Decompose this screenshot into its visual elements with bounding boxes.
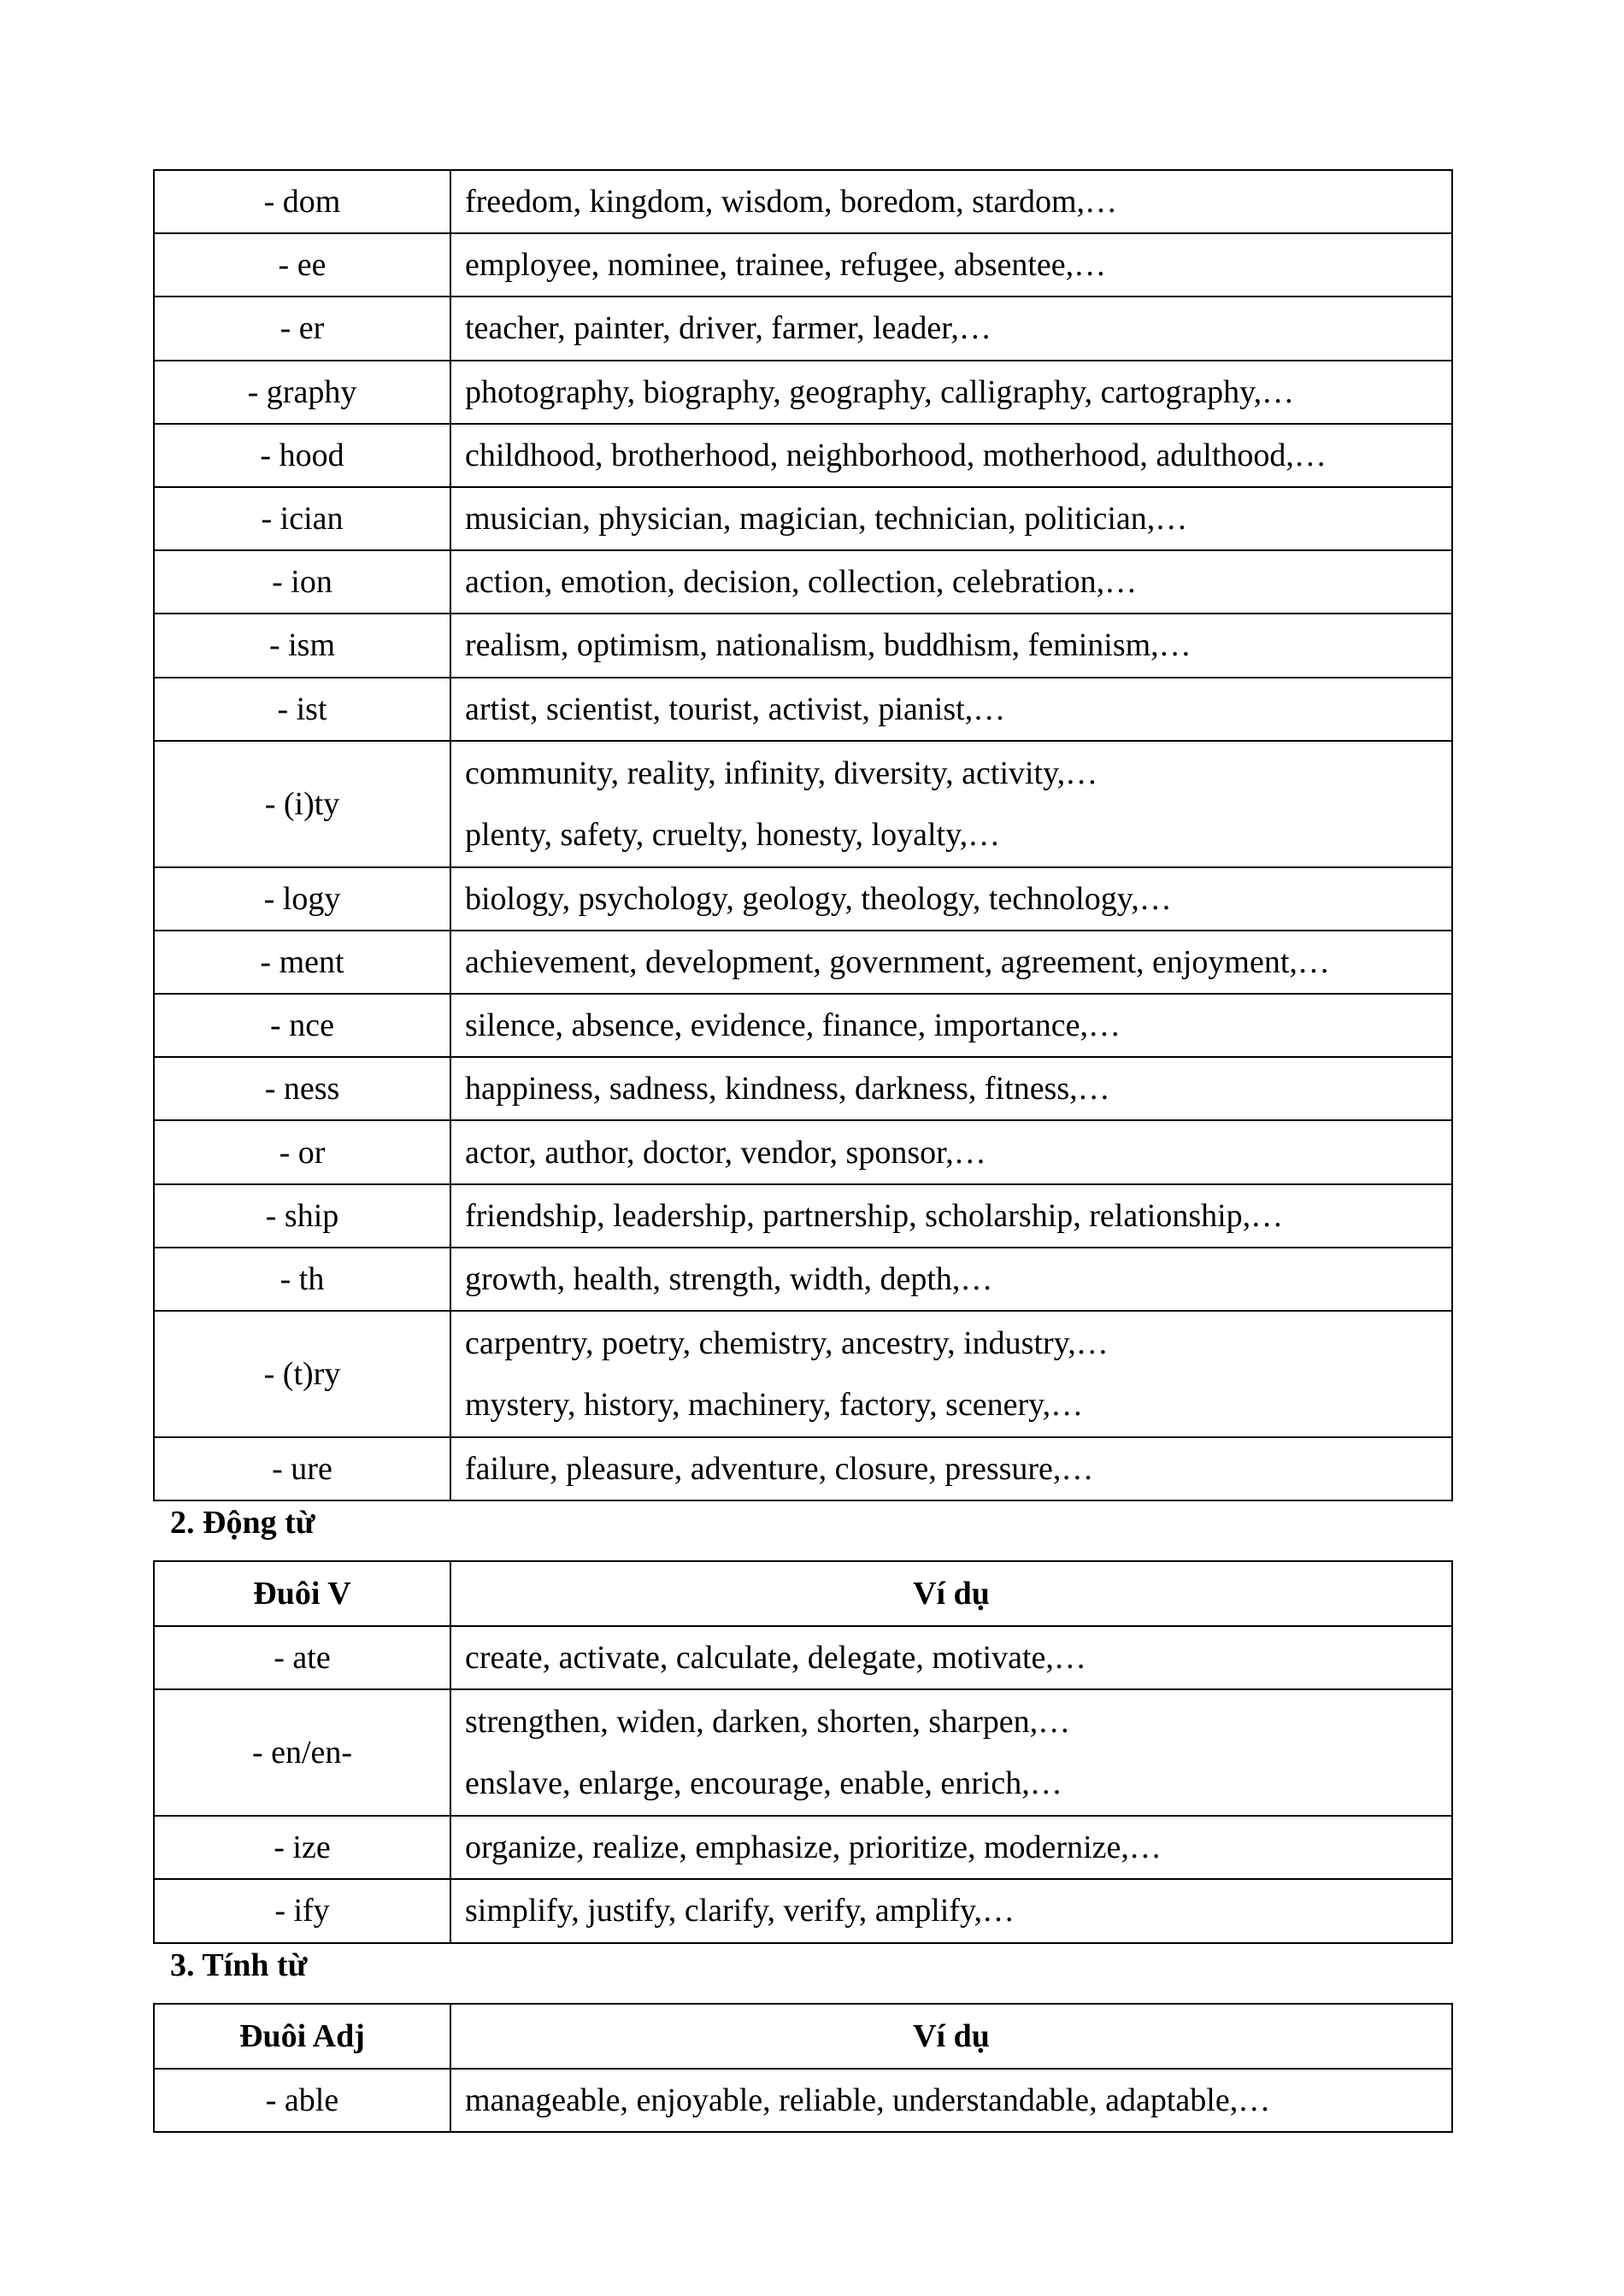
example-line: biology, psychology, geology, theology, technology,… bbox=[465, 880, 1172, 917]
table-row bbox=[154, 361, 1452, 424]
example-line: musician, physician, magician, technician, politician,… bbox=[465, 501, 1188, 537]
verb-table-header-examples: Ví dụ bbox=[450, 1561, 1452, 1626]
examples-cell bbox=[450, 678, 1452, 741]
examples-cell bbox=[450, 1879, 1452, 1942]
adjective-table-header-suffix: Đuôi Adj bbox=[154, 2004, 450, 2069]
suffix-cell: - able bbox=[154, 2069, 450, 2132]
examples-cell bbox=[450, 1248, 1452, 1311]
example-line: failure, pleasure, adventure, closure, pressure,… bbox=[465, 1451, 1094, 1488]
suffix-cell: - or bbox=[154, 1120, 450, 1183]
verb-table-header-suffix: Đuôi V bbox=[154, 1561, 450, 1626]
adjective-table-header-examples: Ví dụ bbox=[450, 2004, 1452, 2069]
suffix-cell: - ist bbox=[154, 678, 450, 741]
examples-cell bbox=[450, 170, 1452, 233]
suffix-cell: - ure bbox=[154, 1437, 450, 1500]
examples-cell bbox=[450, 614, 1452, 677]
suffix-cell: - ify bbox=[154, 1879, 450, 1942]
suffix-cell: - ion bbox=[154, 550, 450, 614]
table-row bbox=[154, 1311, 1452, 1437]
table-row bbox=[154, 1816, 1452, 1879]
examples-cell bbox=[450, 487, 1452, 550]
suffix-cell: - graphy bbox=[154, 361, 450, 424]
suffix-cell: - er bbox=[154, 297, 450, 360]
verb-section-heading: 2. Động từ bbox=[170, 1505, 315, 1541]
verb-suffix-table-body bbox=[154, 1626, 1452, 1943]
examples-cell bbox=[450, 931, 1452, 994]
table-row bbox=[154, 994, 1452, 1057]
suffix-cell: - ician bbox=[154, 487, 450, 550]
examples-cell bbox=[450, 1057, 1452, 1120]
suffix-cell: - ship bbox=[154, 1184, 450, 1248]
example-line: growth, health, strength, width, depth,… bbox=[465, 1260, 993, 1297]
examples-cell bbox=[450, 2069, 1452, 2132]
example-line: teacher, painter, driver, farmer, leader,… bbox=[465, 310, 991, 347]
suffix-cell: - ate bbox=[154, 1626, 450, 1689]
examples-cell bbox=[450, 1816, 1452, 1879]
suffix-cell: - ize bbox=[154, 1816, 450, 1879]
example-line: action, emotion, decision, collection, celebration,… bbox=[465, 564, 1138, 601]
adjective-suffix-table-body bbox=[154, 2069, 1452, 2132]
adjective-section-heading: 3. Tính từ bbox=[170, 1947, 308, 1983]
examples-cell bbox=[450, 867, 1452, 931]
table-row bbox=[154, 1626, 1452, 1689]
table-row bbox=[154, 550, 1452, 614]
example-line: strengthen, widen, darken, shorten, sharpen,… bbox=[465, 1704, 1071, 1741]
examples-cell bbox=[450, 361, 1452, 424]
example-line: simplify, justify, clarify, verify, amplify,… bbox=[465, 1893, 1015, 1929]
example-line: manageable, enjoyable, reliable, understandable, adaptable,… bbox=[465, 2082, 1271, 2119]
table-row bbox=[154, 2069, 1452, 2132]
examples-cell bbox=[450, 1626, 1452, 1689]
example-line: freedom, kingdom, wisdom, boredom, stardom,… bbox=[465, 184, 1118, 220]
table-row bbox=[154, 1689, 1452, 1816]
table-row bbox=[154, 678, 1452, 741]
examples-cell bbox=[450, 1689, 1452, 1816]
example-line: actor, author, doctor, vendor, sponsor,… bbox=[465, 1134, 986, 1171]
table-row bbox=[154, 1184, 1452, 1248]
table-row bbox=[154, 170, 1452, 233]
table-row bbox=[154, 1120, 1452, 1183]
suffix-cell: - logy bbox=[154, 867, 450, 931]
example-line: happiness, sadness, kindness, darkness, fitness,… bbox=[465, 1071, 1110, 1107]
table-row bbox=[154, 1879, 1452, 1942]
table-row bbox=[154, 931, 1452, 994]
table-row bbox=[154, 741, 1452, 867]
suffix-cell: - ism bbox=[154, 614, 450, 677]
example-line: artist, scientist, tourist, activist, pianist,… bbox=[465, 690, 1006, 727]
verb-suffix-table bbox=[153, 1560, 1453, 1944]
examples-cell bbox=[450, 1184, 1452, 1248]
examples-cell bbox=[450, 297, 1452, 360]
example-line: mystery, history, machinery, factory, scenery,… bbox=[465, 1387, 1084, 1423]
suffix-cell: - ee bbox=[154, 233, 450, 297]
suffix-cell: - en/en- bbox=[154, 1689, 450, 1816]
table-row bbox=[154, 233, 1452, 297]
table-row bbox=[154, 1248, 1452, 1311]
example-line: achievement, development, government, agreement, enjoyment,… bbox=[465, 943, 1330, 980]
table-row bbox=[154, 487, 1452, 550]
table-row bbox=[154, 867, 1452, 931]
suffix-cell: - nce bbox=[154, 994, 450, 1057]
example-line: realism, optimism, nationalism, buddhism, feminism,… bbox=[465, 627, 1192, 664]
noun-suffix-table bbox=[153, 169, 1453, 1501]
table-row bbox=[154, 1057, 1452, 1120]
example-line: community, reality, infinity, diversity, activity,… bbox=[465, 755, 1098, 791]
example-line: enslave, enlarge, encourage, enable, enrich,… bbox=[465, 1765, 1062, 1802]
example-line: silence, absence, evidence, finance, importance,… bbox=[465, 1007, 1121, 1044]
examples-cell bbox=[450, 1311, 1452, 1437]
examples-cell bbox=[450, 550, 1452, 614]
suffix-cell: - ness bbox=[154, 1057, 450, 1120]
example-line: create, activate, calculate, delegate, motivate,… bbox=[465, 1640, 1086, 1676]
table-row bbox=[154, 614, 1452, 677]
example-line: organize, realize, emphasize, prioritize, modernize,… bbox=[465, 1829, 1162, 1866]
adjective-suffix-table bbox=[153, 2003, 1453, 2133]
suffix-cell: - ment bbox=[154, 931, 450, 994]
examples-cell bbox=[450, 424, 1452, 487]
table-row bbox=[154, 1437, 1452, 1500]
suffix-cell: - dom bbox=[154, 170, 450, 233]
examples-cell bbox=[450, 1437, 1452, 1500]
examples-cell bbox=[450, 741, 1452, 867]
example-line: carpentry, poetry, chemistry, ancestry, industry,… bbox=[465, 1325, 1109, 1361]
examples-cell bbox=[450, 1120, 1452, 1183]
suffix-cell: - th bbox=[154, 1248, 450, 1311]
suffix-cell: - (t)ry bbox=[154, 1311, 450, 1437]
example-line: employee, nominee, trainee, refugee, absentee,… bbox=[465, 247, 1107, 284]
table-row bbox=[154, 424, 1452, 487]
example-line: plenty, safety, cruelty, honesty, loyalty,… bbox=[465, 816, 1001, 853]
suffix-cell: - hood bbox=[154, 424, 450, 487]
examples-cell bbox=[450, 233, 1452, 297]
table-row bbox=[154, 297, 1452, 360]
examples-cell bbox=[450, 994, 1452, 1057]
example-line: friendship, leadership, partnership, scholarship, relationship,… bbox=[465, 1197, 1284, 1234]
noun-suffix-table-body bbox=[154, 170, 1452, 1500]
suffix-cell: - (i)ty bbox=[154, 741, 450, 867]
example-line: photography, biography, geography, calligraphy, cartography,… bbox=[465, 373, 1295, 410]
example-line: childhood, brotherhood, neighborhood, motherhood, adulthood,… bbox=[465, 437, 1327, 473]
